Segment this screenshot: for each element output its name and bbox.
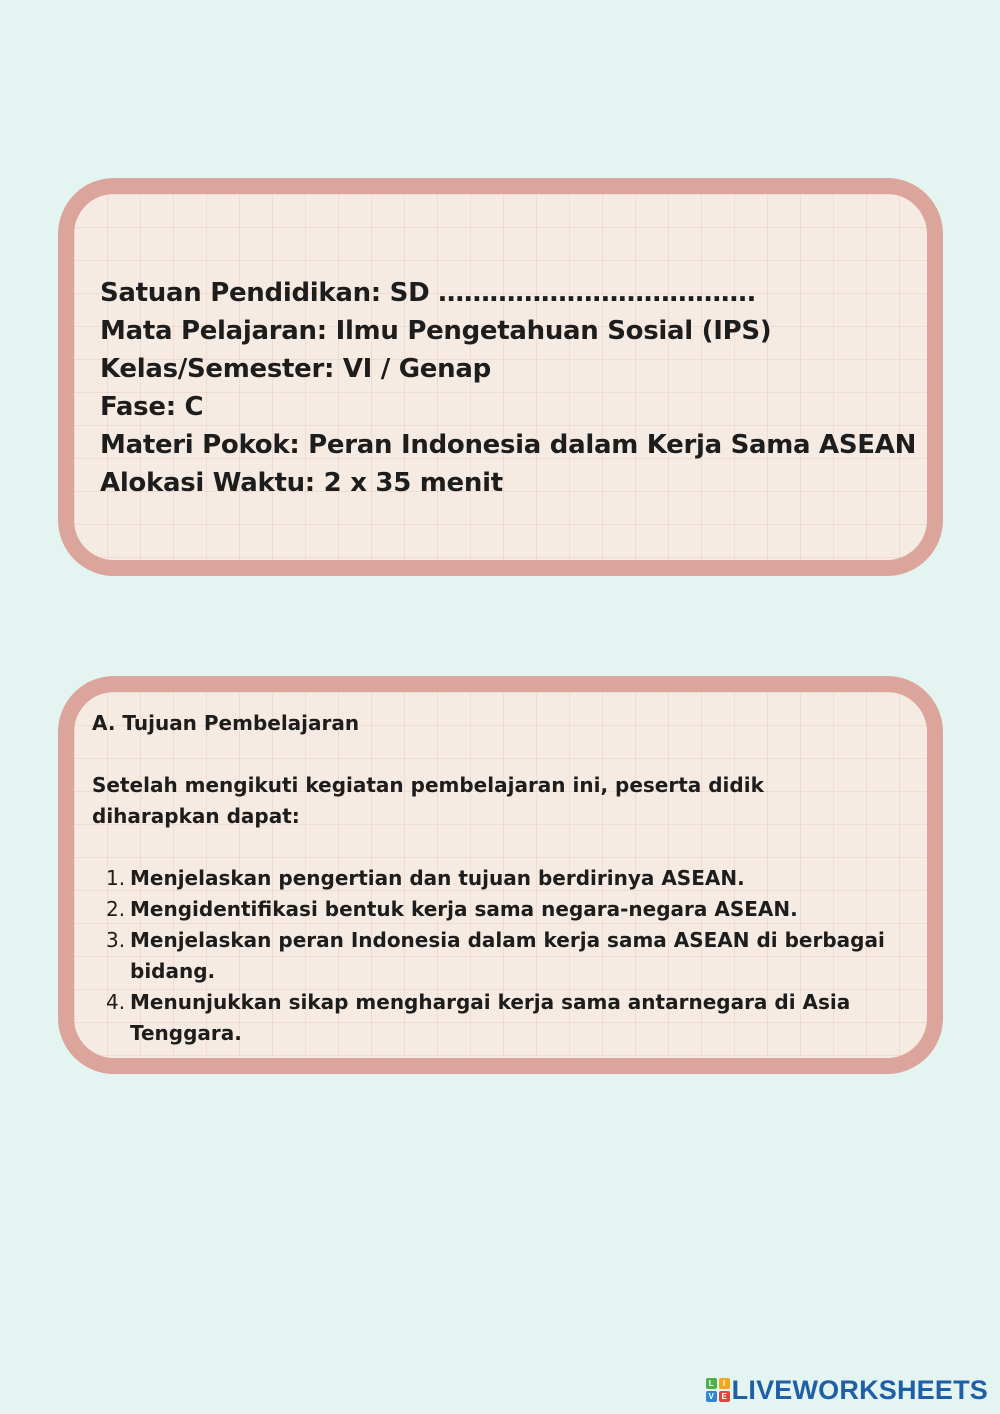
tujuan-block xyxy=(92,708,897,1049)
kelas-semester: Kelas/Semester: VI / Genap xyxy=(100,354,491,384)
info-card xyxy=(58,178,943,576)
fase: Fase: C xyxy=(100,392,204,422)
list-item xyxy=(92,987,897,1049)
list-text: Menjelaskan peran Indonesia dalam kerja sama ASEAN di berbagai bidang. xyxy=(130,928,885,983)
list-text: Menunjukkan sikap menghargai kerja sama antarnegara di Asia Tenggara. xyxy=(130,990,851,1045)
alokasi-waktu: Alokasi Waktu: 2 x 35 menit xyxy=(100,468,503,498)
list-number: 2. xyxy=(106,897,126,921)
list-text: Menjelaskan pengertian dan tujuan berdirinya ASEAN. xyxy=(130,866,745,890)
mata-pelajaran: Mata Pelajaran: Ilmu Pengetahuan Sosial (IPS) xyxy=(100,316,772,346)
satuan-pendidikan: Satuan Pendidikan: SD ………………………………. xyxy=(100,278,757,308)
list-text: Mengidentifikasi bentuk kerja sama negara-negara ASEAN. xyxy=(130,897,798,921)
logo-mark-icon: L I V E xyxy=(706,1378,730,1402)
intro-text: Setelah mengikuti kegiatan pembelajaran ini, peserta didik diharapkan dapat: xyxy=(92,773,764,828)
list-number: 3. xyxy=(106,928,126,952)
materi-pokok: Materi Pokok: Peran Indonesia dalam Kerja Sama ASEAN xyxy=(100,430,917,460)
list-item xyxy=(92,894,897,925)
list-item xyxy=(92,863,897,894)
objectives-list xyxy=(92,863,897,1049)
list-number: 4. xyxy=(106,990,126,1014)
info-block xyxy=(100,274,917,502)
liveworksheets-logo[interactable] xyxy=(706,1374,988,1406)
tujuan-card xyxy=(58,676,943,1074)
section-heading: A. Tujuan Pembelajaran xyxy=(92,711,360,735)
list-item xyxy=(92,925,897,987)
logo-text: LIVEWORKSHEETS xyxy=(731,1374,988,1405)
list-number: 1. xyxy=(106,866,126,890)
